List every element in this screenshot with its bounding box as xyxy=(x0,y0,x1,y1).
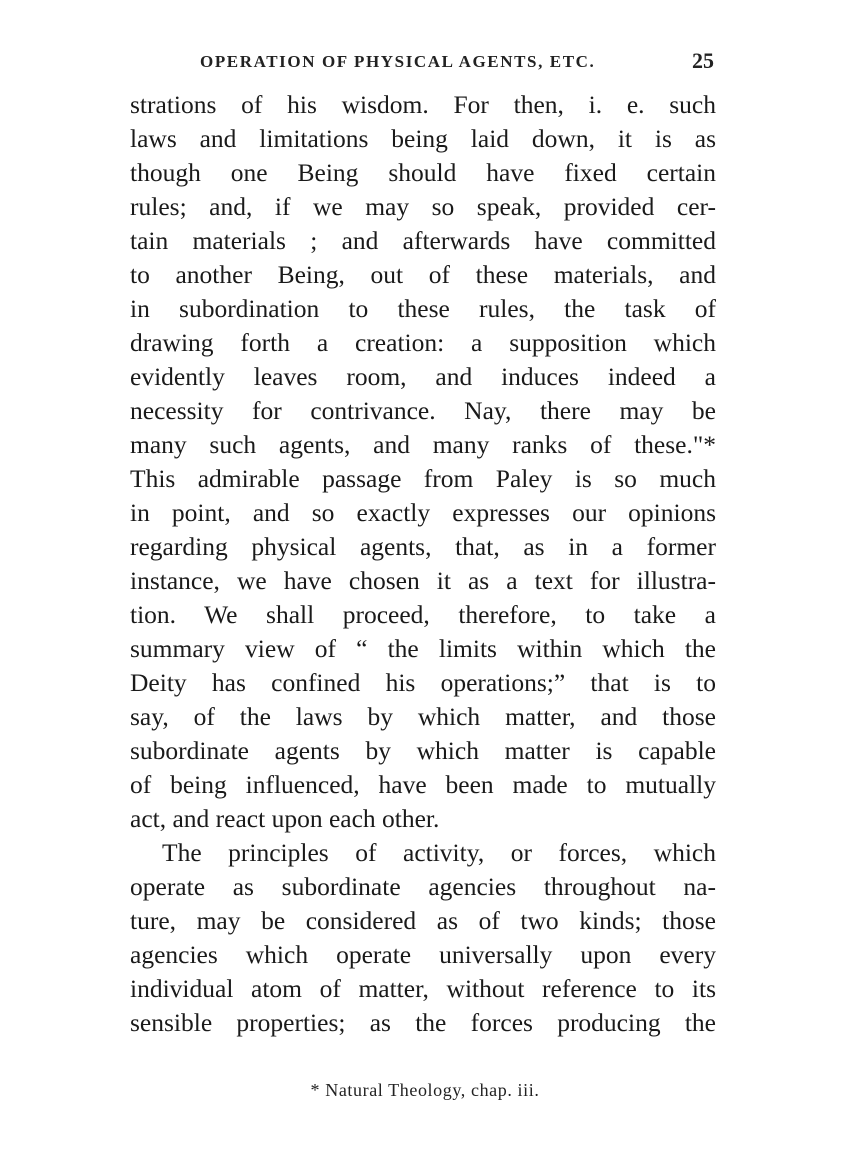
page-number: 25 xyxy=(692,48,714,73)
text-line: This admirable passage from Paley is so much xyxy=(130,464,716,493)
text-line: drawing forth a creation: a supposition which xyxy=(130,328,716,357)
text-line: in subordination to these rules, the task of xyxy=(130,294,716,323)
paragraph-start-line: The principles of activity, or forces, which xyxy=(162,838,716,867)
text-line: rules; and, if we may so speak, provided cer- xyxy=(130,192,716,221)
text-line: of being influenced, have been made to mutually xyxy=(130,770,716,799)
text-line: instance, we have chosen it as a text for illustra- xyxy=(130,566,716,595)
text-line: operate as subordinate agencies throughout na- xyxy=(130,872,716,901)
text-line: laws and limitations being laid down, it is as xyxy=(130,124,716,153)
text-line: necessity for contrivance. Nay, there may be xyxy=(130,396,716,425)
body-text xyxy=(130,88,716,1040)
text-line: strations of his wisdom. For then, i. e. such xyxy=(130,90,716,119)
text-line: regarding physical agents, that, as in a former xyxy=(130,532,716,561)
footnote: * Natural Theology, chap. iii. xyxy=(310,1080,540,1100)
running-head: OPERATION OF PHYSICAL AGENTS, ETC. xyxy=(200,52,596,71)
text-line: tion. We shall proceed, therefore, to take a xyxy=(130,600,716,629)
text-line: to another Being, out of these materials, and xyxy=(130,260,716,289)
text-line: many such agents, and many ranks of these."* xyxy=(130,430,716,459)
text-line: say, of the laws by which matter, and those xyxy=(130,702,716,731)
text-line: tain materials ; and afterwards have committed xyxy=(130,226,716,255)
text-line: in point, and so exactly expresses our opinions xyxy=(130,498,716,527)
text-line: sensible properties; as the forces producing the xyxy=(130,1008,716,1037)
text-line: though one Being should have fixed certain xyxy=(130,158,716,187)
text-line: Deity has confined his operations;” that is to xyxy=(130,668,716,697)
paragraph-end-line: act, and react upon each other. xyxy=(130,804,440,833)
text-line: summary view of “ the limits within which the xyxy=(130,634,716,663)
text-line: ture, may be considered as of two kinds; those xyxy=(130,906,716,935)
page-header xyxy=(130,48,716,78)
text-line: individual atom of matter, without reference to its xyxy=(130,974,716,1003)
text-line: evidently leaves room, and induces indeed a xyxy=(130,362,716,391)
text-line: agencies which operate universally upon every xyxy=(130,940,716,969)
text-line: subordinate agents by which matter is capable xyxy=(130,736,716,765)
